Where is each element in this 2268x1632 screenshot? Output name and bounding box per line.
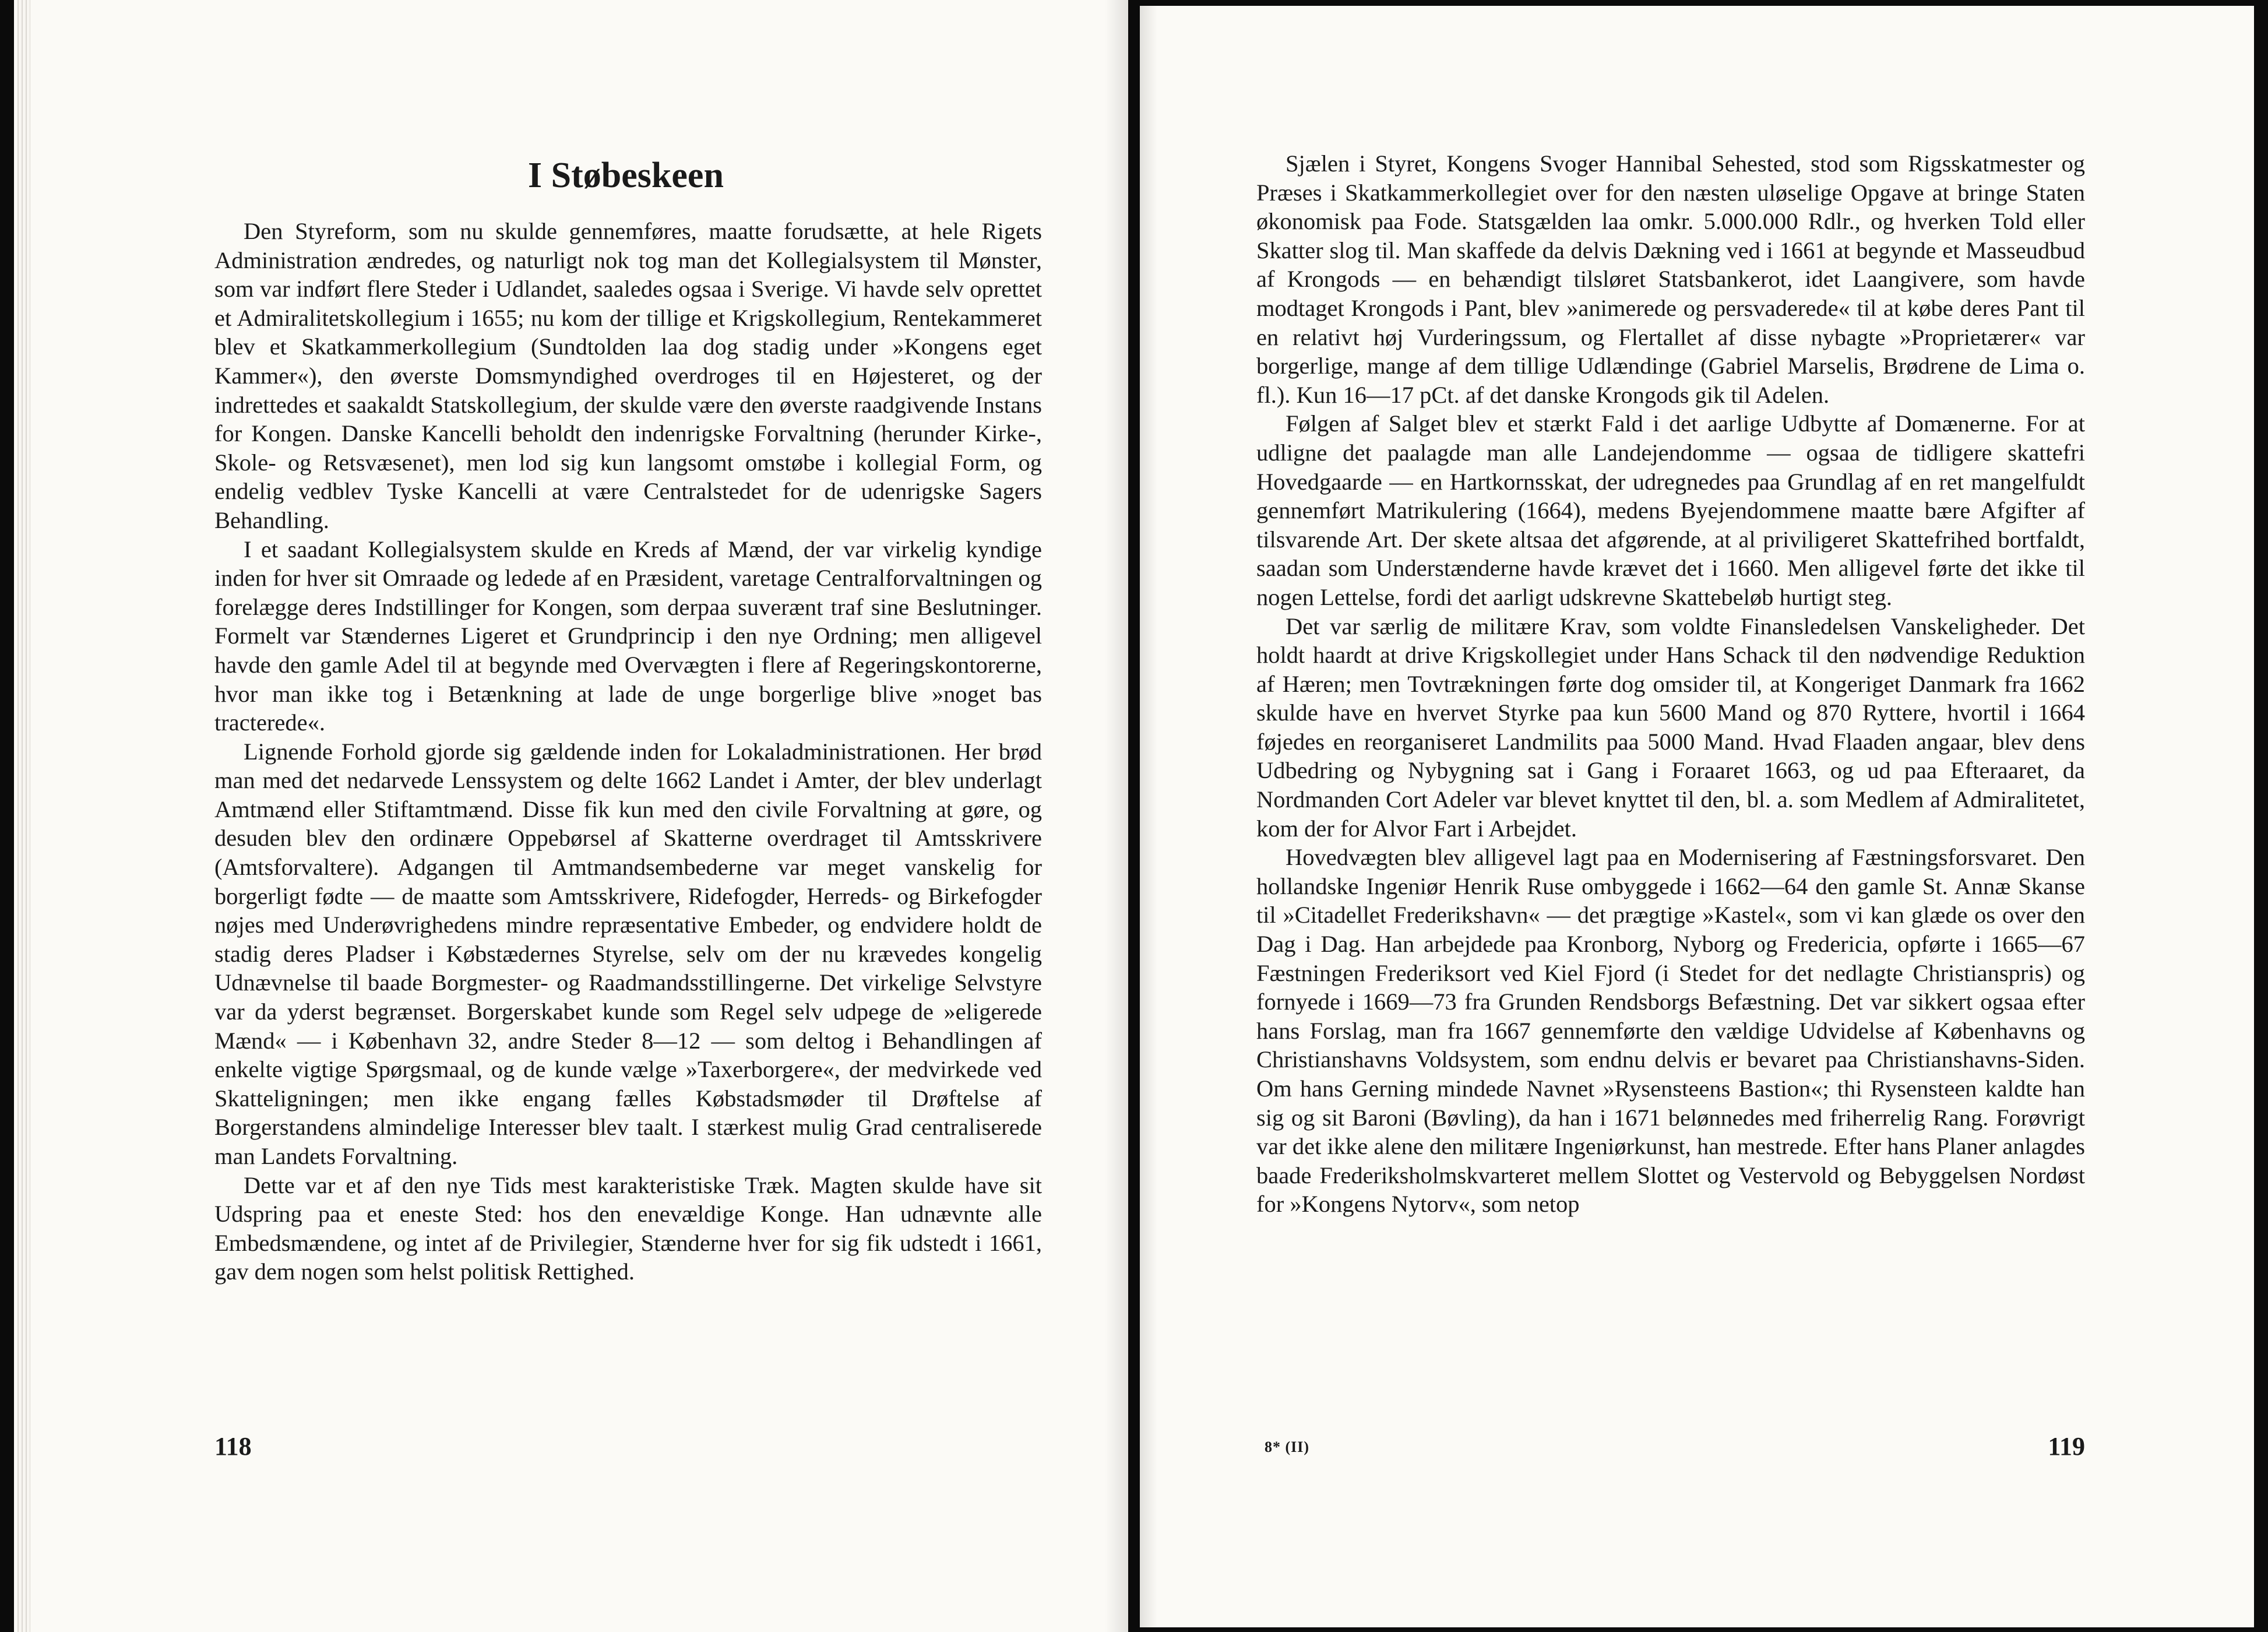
page-number: 118 <box>214 1432 252 1461</box>
signature-mark: 8* (II) <box>1265 1438 1310 1455</box>
page-number: 119 <box>2048 1432 2085 1461</box>
paragraph: Følgen af Salget blev et stærkt Fald i det aarlige Udbytte af Domænerne. For at udligne det paalagde man alle Landejendomme — ogsaa de tidligere skattefri Hovedgaarde — en Hartkornsskat, der udregnedes paa Grundlag af en ret mangelfuldt gennemført Matrikulering (1664), medens Byejendommene maatte bære Afgifter af tilsvarende Art. Der skete altsaa det afgørende, at al priviligeret Skattefrihed bortfaldt, saadan som Understænderne havde krævet det i 1660. Men alligevel førte det ikke til nogen Lettelse, fordi det aarligt udskrevne Skattebeløb hurtigt steg. <box>1256 410 2085 610</box>
paragraph: Hovedvægten blev alligevel lagt paa en Modernisering af Fæstningsforsvaret. Den hollandske Ingeniør Henrik Ruse ombyggede i 1662—64 den gamle St. Annæ Skanse til »Citadellet Frederikshavn« — det prægtige »Kastel«, som vi kan glæde os over den Dag i Dag. Han arbejdede paa Kronborg, Nyborg og Fredericia, opførte i 1665—67 Fæstningen Frederiksort ved Kiel Fjord (i Stedet for det nedlagte Christianspris) og fornyede i 1669—73 fra Grunden Rendsborgs Befæstning. Det var sikkert ogsaa efter hans Forslag, man fra 1667 gennemførte den vældige Udvidelse af Københavns og Christianshavns Voldsystem, som endnu delvis er bevaret paa Christianshavns-Siden. Om hans Gerning mindede Navnet »Rysensteens Bastion«; thi Rysensteen kaldte han sig og sit Baroni (Bøvling), da han i 1671 belønnedes med friherrelig Rang. Forøvrigt var det ikke alene den militære Ingeniørkunst, han mestrede. Efter hans Planer anlagdes baade Frederiksholmskvarteret mellem Slottet og Vestervold og Bebyggelsen Nordøst for »Kongens Nytorv«, som netop <box>1256 844 2085 1218</box>
paragraph: I et saadant Kollegialsystem skulde en Kreds af Mænd, der var virkelig kyndige inden for hver sit Omraade og ledede af en Præsident, varetage Centralforvaltningen og forelægge deres Indstillinger for Kongen, som derpaa suverænt traf sine Beslutninger. Formelt var Stændernes Ligeret et Grundprincip i den nye Ordning; men alligevel havde den gamle Adel til at begynde med Overvægten i flere af Regeringskontorerne, hvor man ikke tog i Betænkning at lade de unge borgerlige blive »noget bas tracterede«. <box>214 536 1042 736</box>
paragraph: Lignende Forhold gjorde sig gældende inden for Lokaladministrationen. Her brød man med det nedarvede Lenssystem og delte 1662 Landet i Amter, der blev underlagt Amtmænd eller Stiftamtmænd. Disse fik kun med den civile Forvaltning at gøre, og desuden blev den ordinære Oppebørsel af Skatterne overdraget til Amtsskrivere (Amtsforvaltere). Adgangen til Amtmandsembederne var meget vanskelig for borgerligt fødte — de maatte som Amtsskrivere, Ridefogder, Herreds- og Birkefogder nøjes med Underøvrighedens mindre repræsentative Embeder, og endvidere holdt de stadig deres Pladser i Købstædernes Styrelse, selv om der nu krævedes kongelig Udnævnelse til baade Borgmester- og Raadmandsstillingerne. Det virkelige Selvstyre var da yderst begrænset. Borgerskabet kunde som Regel selv udpege de »eligerede Mænd« — i København 32, andre Steder 8—12 — som deltog i Behandlingen af enkelte vigtige Spørgsmaal, og de kunde vælge »Taxerborgere«, der medvirkede ved Skatteligningen; men ikke engang fælles Købstadsmøder til Drøftelse af Borgerstandens almindelige Interesser blev taalt. I stærkest mulig Grad centraliserede man Landets Forvaltning. <box>214 738 1042 1169</box>
paragraph: Dette var et af den nye Tids mest karakteristiske Træk. Magten skulde have sit Udspring paa et eneste Sted: hos den enevældige Konge. Han udnævnte alle Embedsmændene, og intet af de Privilegier, Stænderne hver for sig fik udstedt i 1661, gav dem nogen som helst politisk Rettighed. <box>214 1172 1042 1285</box>
paragraph: Det var særlig de militære Krav, som voldte Finansledelsen Vanskeligheder. Det holdt haardt at drive Krigskollegiet under Hans Schack til den nødvendige Reduktion af Hæren; men Tovtrækningen førte dog omsider til, at Kongeriget Danmark fra 1662 skulde have en hvervet Styrke paa kun 5600 Mand og 870 Ryttere, hvortil i 1664 føjedes en reorganiseret Landmilits paa 5000 Mand. Hvad Flaaden angaar, blev dens Udbedring og Nybygning sat i Gang i Foraaret 1663, og ud paa Efteraaret, da Nordmanden Cort Adeler var blevet knyttet til den, bl. a. som Medlem af Admiralitetet, kom der for Alvor Fart i Arbejdet. <box>1256 613 2085 842</box>
spine-shadow <box>1105 0 1128 1632</box>
right-body-text <box>1256 149 2085 1219</box>
left-body-text <box>214 217 1042 1286</box>
spine-shadow <box>1140 6 1157 1627</box>
page-edge-lines <box>17 0 30 1632</box>
right-page <box>1140 6 2254 1627</box>
chapter-title: I Støbeskeen <box>528 156 724 195</box>
paragraph: Sjælen i Styret, Kongens Svoger Hannibal Sehested, stod som Rigsskatmester og Præses i Skatkammerkollegiet over for den næsten uløselige Opgave at bringe Staten økonomisk paa Fode. Statsgælden laa omkr. 5.000.000 Rdlr., og hverken Told eller Skatter slog til. Man skaffede da delvis Dækning ved i 1661 at begynde et Masseudbud af Krongods — en behændigt tilsløret Statsbankerot, idet Laangivere, som havde modtaget Krongods i Pant, blev »animerede og persvaderede« til at købe deres Pant til en relativt høj Vurderingssum, og Flertallet af disse nybagte »Proprietærer« var borgerlige, mange af dem tillige Udlændinge (Gabriel Marselis, Brødrene de Lima o. fl.). Kun 16—17 pCt. af det danske Krongods gik til Adelen. <box>1256 150 2085 408</box>
paragraph: Den Styreform, som nu skulde gennemføres, maatte forudsætte, at hele Rigets Administration ændredes, og naturligt nok tog man det Kollegialsystem til Mønster, som var indført flere Steder i Udlandet, saaledes ogsaa i Sverige. Vi havde selv oprettet et Admiralitetskollegium i 1655; nu kom der tillige et Krigskollegium, Rentekammeret blev et Skatkammerkollegium (Sundtolden laa dog stadig under »Kongens eget Kammer«), den øverste Domsmyndighed overdroges til en Højesteret, og der indrettedes et saakaldt Statskollegium, der skulde være den øverste raadgivende Instans for Kongen. Danske Kancelli beholdt den indenrigske Forvaltning (herunder Kirke-, Skole- og Retsvæsenet), men lod sig kun langsomt omstøbe i kollegial Form, og endelig vedblev Tyske Kancelli at være Centralstedet for de udenrigske Sagers Behandling. <box>214 218 1042 533</box>
left-page <box>14 0 1128 1632</box>
